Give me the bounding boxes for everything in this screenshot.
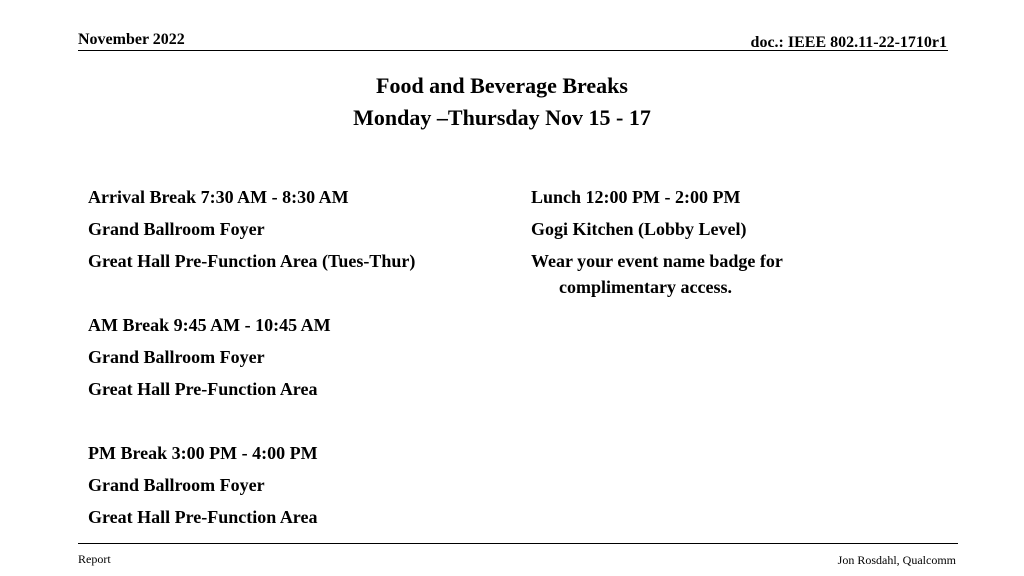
lunch-heading: Lunch 12:00 PM - 2:00 PM [531, 187, 741, 207]
spacer [88, 408, 508, 440]
header-doc-id: doc.: IEEE 802.11-22-1710r1 [750, 34, 947, 51]
pm-break-location-1: Grand Ballroom Foyer [88, 475, 265, 495]
pm-break-block [88, 440, 508, 536]
lunch-block [531, 184, 851, 300]
lunch-note: Wear your event name badge for complimentary access. [531, 251, 783, 297]
lunch-location: Gogi Kitchen (Lobby Level) [531, 219, 747, 239]
title-line-2: Monday –Thursday Nov 15 - 17 [353, 105, 651, 130]
am-break-heading: AM Break 9:45 AM - 10:45 AM [88, 315, 331, 335]
right-column [531, 184, 851, 300]
am-break-location-2: Great Hall Pre-Function Area [88, 379, 318, 399]
arrival-break-location-1: Grand Ballroom Foyer [88, 219, 265, 239]
spacer [88, 280, 508, 312]
arrival-break-block [88, 184, 508, 280]
pm-break-location-2: Great Hall Pre-Function Area [88, 507, 318, 527]
am-break-location-1: Grand Ballroom Foyer [88, 347, 265, 367]
arrival-break-heading: Arrival Break 7:30 AM - 8:30 AM [88, 187, 349, 207]
am-break-block [88, 312, 508, 408]
header-date: November 2022 [78, 31, 185, 48]
footer-divider [78, 543, 958, 544]
pm-break-heading: PM Break 3:00 PM - 4:00 PM [88, 443, 318, 463]
slide-title [0, 70, 1004, 134]
arrival-break-location-2: Great Hall Pre-Function Area (Tues-Thur) [88, 251, 416, 271]
left-column [88, 184, 508, 536]
title-line-1: Food and Beverage Breaks [376, 73, 628, 98]
footer-left: Report [78, 552, 111, 566]
header-divider [78, 50, 948, 51]
footer-author: Jon Rosdahl, Qualcomm [837, 553, 956, 567]
